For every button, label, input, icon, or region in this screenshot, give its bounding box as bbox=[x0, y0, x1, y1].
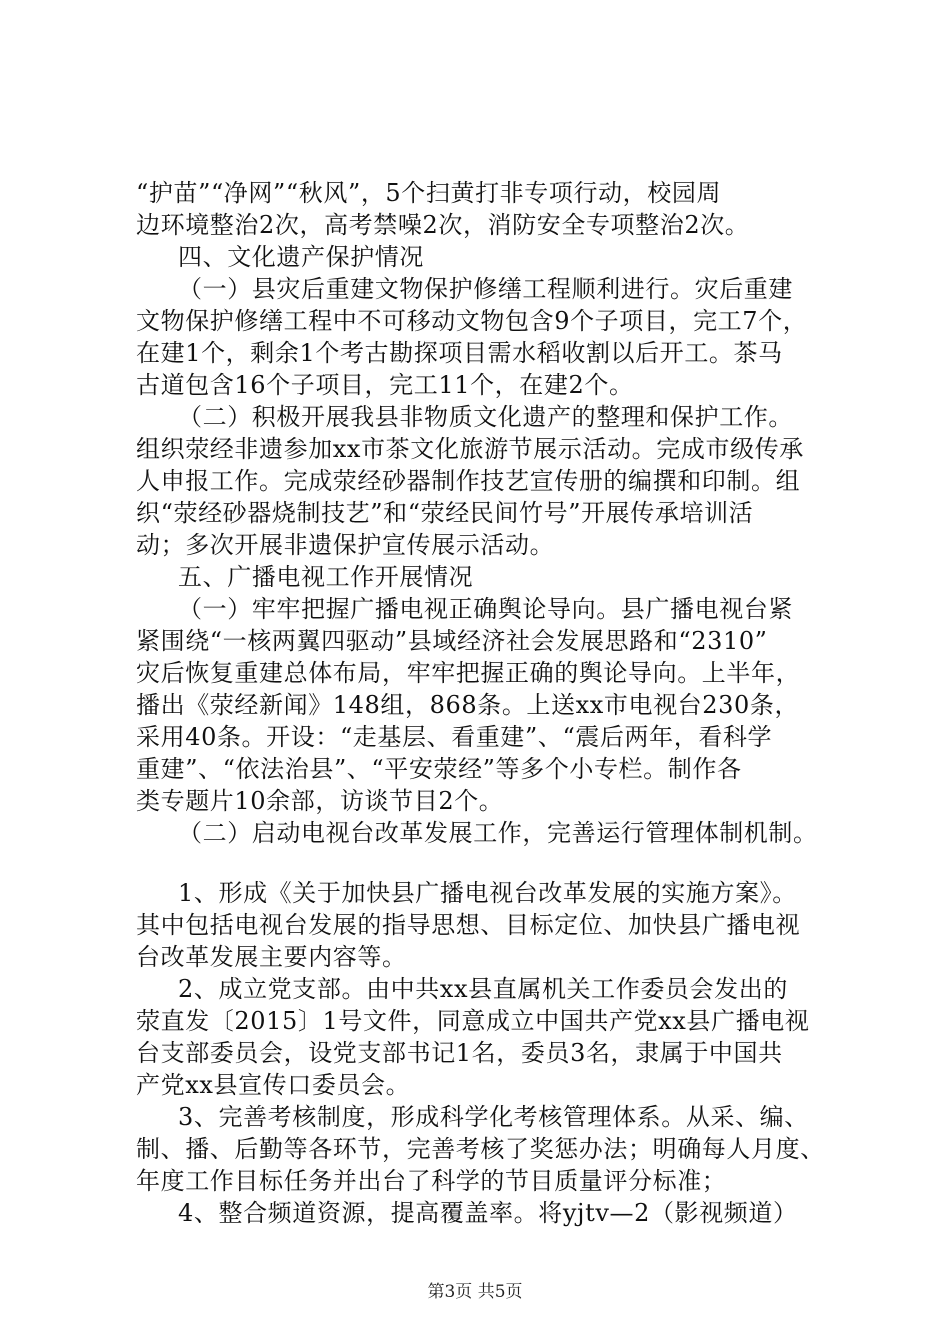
body-text-line: 产党xx县宣传口委员会。 bbox=[136, 1071, 411, 1099]
body-text-line: 人申报工作。完成荥经砂器制作技艺宣传册的编撰和印制。组 bbox=[136, 467, 801, 495]
page-number-footer: 第3页 共5页 bbox=[427, 1282, 523, 1302]
body-text-line: 其中包括电视台发展的指导思想、目标定位、加快县广播电视 bbox=[136, 911, 801, 939]
body-text-line: 边环境整治2次，高考禁噪2次，消防安全专项整治2次。 bbox=[136, 211, 750, 239]
section-heading: 五、广播电视工作开展情况 bbox=[178, 563, 474, 591]
body-text-line: “护苗”“净网”“秋风”，5个扫黄打非专项行动，校园周 bbox=[136, 179, 722, 207]
list-item-text: 4、整合频道资源，提高覆盖率。将yjtv—2（影视频道） bbox=[178, 1199, 798, 1227]
body-text-line: 古道包含16个子项目，完工11个，在建2个。 bbox=[136, 371, 634, 399]
body-text-line: （二）启动电视台改革发展工作，完善运行管理体制机制。 bbox=[178, 819, 818, 847]
body-text-line: 灾后恢复重建总体布局，牢牢把握正确的舆论导向。上半年， bbox=[136, 659, 801, 687]
body-text-line: 制、播、后勤等各环节，完善考核了奖惩办法；明确每人月度、 bbox=[136, 1135, 825, 1163]
body-text-line: 荥直发〔2015〕1号文件，同意成立中国共产党xx县广播电视 bbox=[136, 1007, 810, 1035]
list-item-text: 3、完善考核制度，形成科学化考核管理体系。从采、编、 bbox=[178, 1103, 809, 1131]
list-item-text: 2、成立党支部。由中共xx县直属机关工作委员会发出的 bbox=[178, 975, 788, 1003]
body-text-line: 类专题片10余部，访谈节目2个。 bbox=[136, 787, 504, 815]
body-text-line: 年度工作目标任务并出台了科学的节目质量评分标准； bbox=[136, 1167, 727, 1195]
body-text-line: 动；多次开展非遗保护宣传展示活动。 bbox=[136, 531, 555, 559]
body-text-line: （二）积极开展我县非物质文化遗产的整理和保护工作。 bbox=[178, 403, 793, 431]
body-text-line: （一）县灾后重建文物保护修缮工程顺利进行。灾后重建 bbox=[178, 275, 793, 303]
body-text-line: 播出《荥经新闻》148组，868条。上送xx市电视台230条， bbox=[136, 691, 800, 719]
body-text-line: 组织荥经非遗参加xx市茶文化旅游节展示活动。完成市级传承 bbox=[136, 435, 804, 463]
body-text-line: （一）牢牢把握广播电视正确舆论导向。县广播电视台紧 bbox=[178, 595, 793, 623]
body-text-line: 紧围绕“一核两翼四驱动”县域经济社会发展思路和“2310” bbox=[136, 627, 768, 655]
section-heading: 四、文化遗产保护情况 bbox=[178, 243, 424, 271]
body-text-line: 重建”、“依法治县”、“平安荥经”等多个小专栏。制作各 bbox=[136, 755, 742, 783]
body-text-line: 台支部委员会，设党支部书记1名，委员3名，隶属于中国共 bbox=[136, 1039, 783, 1067]
body-text-line: 织“荥经砂器烧制技艺”和“荥经民间竹号”开展传承培训活 bbox=[136, 499, 754, 527]
body-text-line: 在建1个，剩余1个考古勘探项目需水稻收割以后开工。茶马 bbox=[136, 339, 783, 367]
list-item-text: 1、形成《关于加快县广播电视台改革发展的实施方案》。 bbox=[178, 879, 797, 907]
body-text-line: 采用40条。开设：“走基层、看重建”、“震后两年，看科学 bbox=[136, 723, 773, 751]
body-text-line: 台改革发展主要内容等。 bbox=[136, 943, 407, 971]
body-text-line: 文物保护修缮工程中不可移动文物包含9个子项目，完工7个， bbox=[136, 307, 808, 335]
